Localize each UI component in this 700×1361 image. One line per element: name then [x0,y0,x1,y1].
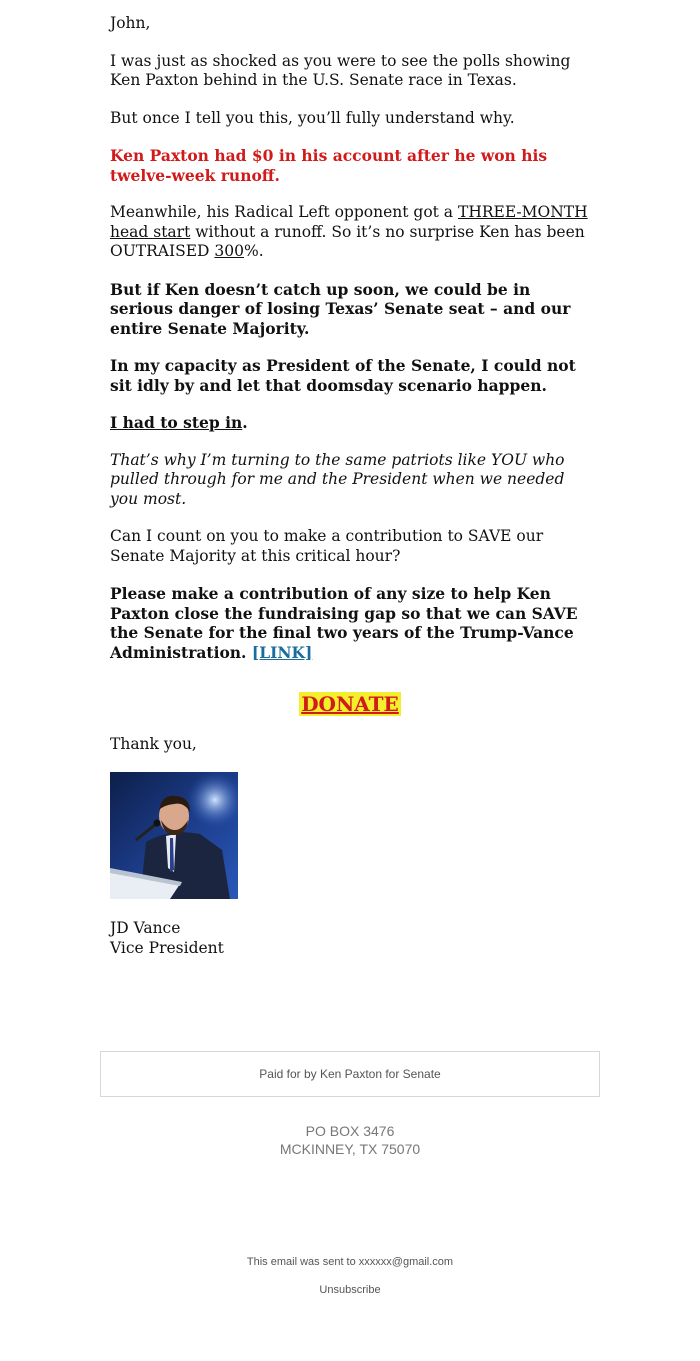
signer-title: Vice President [110,938,224,957]
paragraph-opponent [110,203,590,262]
greeting: John, [110,14,151,32]
sent-to-notice: This email was sent to xxxxxx@gmail.com [246,1256,454,1268]
donate-button[interactable]: DONATE [301,692,399,716]
contribution-link[interactable]: [LINK] [251,642,313,662]
paid-for-box [100,1051,600,1097]
step-in-period: . [242,413,248,432]
donate-row [110,692,590,717]
paragraph-contribution [110,584,590,662]
paragraph-understand: But once I tell you this, you’ll fully understand why. [110,108,515,127]
outraised-percent: 300 [214,242,244,260]
paragraph-step-in [110,413,590,433]
unsubscribe-link[interactable]: Unsubscribe [319,1284,381,1296]
closing: Thank you, [110,734,197,753]
paragraph-polls: I was just as shocked as you were to see the polls showing Ken Paxton behind in the U.S. Senate race in Texas. [110,51,571,89]
paragraph-zero-dollars: Ken Paxton had $0 in his account after he won his twelve-week runoff. [110,146,548,185]
signer-photo [110,772,238,899]
paid-for-text: Paid for by Ken Paxton for Senate [259,1067,441,1081]
contribution-text: Please make a contribution of any size to help Ken Paxton close the fundraising gap so that we can SAVE the Senate for the final two years of the Trump-Vance Administration. [110,584,578,662]
paragraph-danger: But if Ken doesn’t catch up soon, we could be in serious danger of losing Texas’ Senate seat – and our entire Senate Majority. [110,279,571,338]
address-line-1: PO BOX 3476 [305,1123,395,1139]
paragraph-count-on-you: Can I count on you to make a contribution to SAVE our Senate Majority at this critical hour? [110,527,544,565]
opponent-text-b: without a runoff. So it’s no surprise Ken has been OUTRAISED [110,222,585,260]
email-body [110,14,590,958]
signer-name: JD Vance [110,919,181,937]
three-month-link[interactable]: THREE-MONTH head start [110,203,588,241]
paragraph-patriots: That’s why I’m turning to the same patriots like YOU who pulled through for me and the President when we needed you most. [110,450,565,508]
paragraph-president-senate: In my capacity as President of the Senate, I could not sit idly by and let that doomsday scenario happen. [110,356,576,395]
step-in-link[interactable]: I had to step in [110,413,243,432]
opponent-text-c: %. [243,242,264,260]
opponent-text-a: Meanwhile, his Radical Left opponent got a [110,203,458,221]
mailing-address [0,1122,700,1158]
address-line-2: MCKINNEY, TX 75070 [279,1141,421,1157]
signature-block [110,919,590,958]
